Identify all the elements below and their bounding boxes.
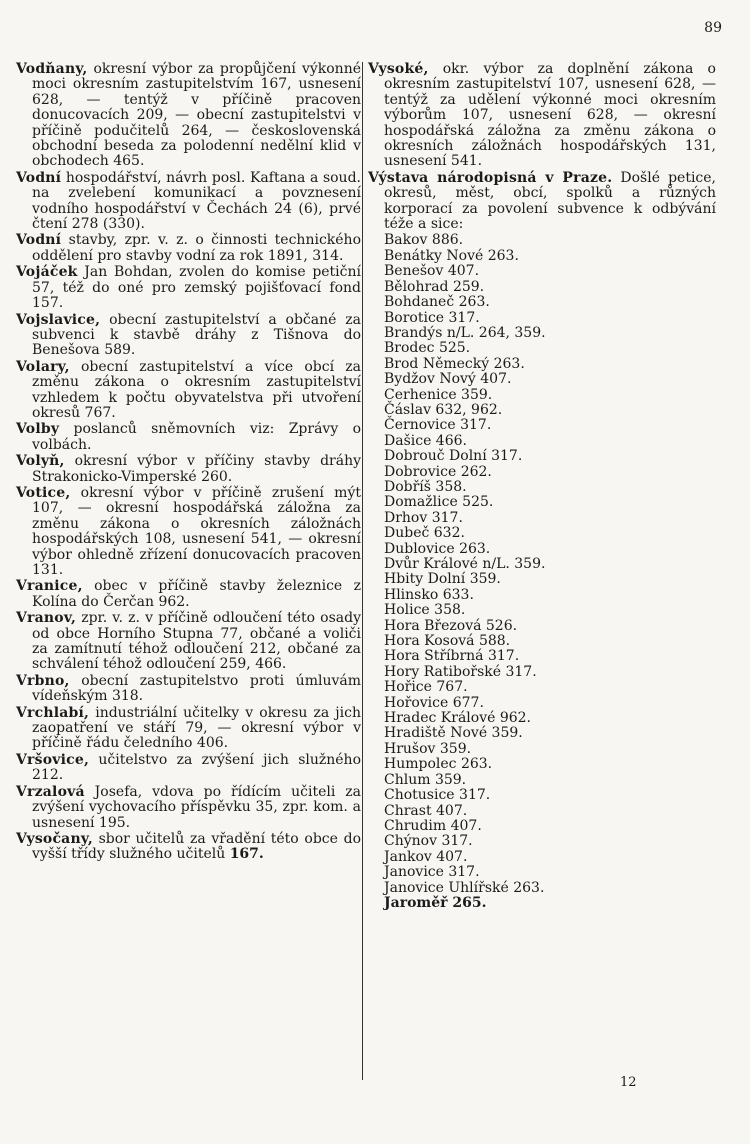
place-item: Hora Kosová 588. xyxy=(384,633,511,650)
entry-text: poslanců sněmovních viz: Zprávy o volbách. xyxy=(32,421,361,453)
entry-heading: Vršovice, xyxy=(16,751,90,768)
entry-text: stavby, zpr. v. z. o činnosti technického oddělení pro stavby vodní za rok 1891, 314. xyxy=(32,232,361,264)
place-item: Černovice 317. xyxy=(384,417,492,434)
entry-heading: Vojslavice, xyxy=(16,311,101,328)
index-entry xyxy=(16,706,361,752)
entry-text: Došlé petice, okresů, měst, obcí, spolků a různých korporací za povolení subvence k odbývání téže a sice: xyxy=(384,169,716,233)
entry-text: hospodářství, návrh posl. Kaftana a soud. na zvelebení komunikací a povznesení vodního hospodářství v Čechách 24 (6), prvé čtení 278 (330). xyxy=(32,169,361,233)
place-item: Hora Březová 526. xyxy=(384,617,518,634)
entry-tail: 167. xyxy=(229,846,264,863)
entry-heading: Vodňany, xyxy=(16,61,88,77)
entry-heading: Vranov, xyxy=(16,610,77,627)
place-item: Hrušov 359. xyxy=(384,740,472,757)
place-item: Hradiště Nové 359. xyxy=(384,725,523,742)
place-item: Dobrouč Dolní 317. xyxy=(384,448,523,465)
place-item: Brod Německý 263. xyxy=(384,355,525,372)
place-item: Bydžov Nový 407. xyxy=(384,371,512,388)
entry-text: okr. výbor za doplnění zákona o okresním zastupitelství 107, usnesení 628, — tentýž za udělení výkonné moci okresním výborům 107, usnesení 628, — okresní hospodářská záložna za změnu zákona o okresních záložnách hospodářských 131, usnesení 541. xyxy=(384,61,716,170)
entry-heading: Vysočany, xyxy=(16,830,93,847)
entry-text: okresní výbor v příčiny stavby dráhy Strakonicko-Vimperské 260. xyxy=(32,453,361,485)
place-item: Čáslav 632, 962. xyxy=(384,401,503,418)
entry-text: obecní zastupitelství a občané za subvenci k stavbě dráhy z Tišnova do Benešova 589. xyxy=(32,311,361,359)
entry-text: sbor učitelů za vřadění této obce do vyšší třídy služného učitelů xyxy=(32,830,361,863)
place-item: Janovice Uhlířské 263. xyxy=(384,879,545,896)
column-divider xyxy=(362,62,363,1080)
place-item: Chýnov 317. xyxy=(384,833,473,850)
place-item: Bohdaneč 263. xyxy=(384,294,490,311)
index-entry xyxy=(368,171,716,233)
place-item: Brodec 525. xyxy=(384,340,471,357)
place-item: Janovice 317. xyxy=(384,864,480,881)
place-item: Bakov 886. xyxy=(384,232,464,249)
place-item: Dublovice 263. xyxy=(384,540,491,557)
place-item: Dvůr Králové n/L. 359. xyxy=(384,556,546,572)
index-entry xyxy=(16,360,361,422)
place-item: Humpolec 263. xyxy=(384,756,493,773)
entry-heading: Volyň, xyxy=(16,453,65,470)
place-item: Borotice 317. xyxy=(384,309,480,326)
left-column xyxy=(16,62,361,864)
place-item: Dobříš 358. xyxy=(384,478,467,495)
place-item: Holice 358. xyxy=(384,602,466,619)
index-entry xyxy=(16,454,361,485)
entry-text: industriální učitelky v okresu za jich zaopatření ve stáří 79, — okresní výbor v příčině řádu čeledního 406. xyxy=(32,704,361,752)
entry-heading: Vrbno, xyxy=(16,672,70,689)
entry-heading: Vysoké, xyxy=(368,61,429,77)
index-entry xyxy=(16,171,361,233)
place-item: Hořice 767. xyxy=(384,679,468,696)
entry-text: Josefa, vdova po řídícím učiteli za zvýšení vychovacího příspěvku 35, zpr. kom. a usnesení 195. xyxy=(32,783,361,831)
right-column xyxy=(368,62,716,911)
entry-text: obecní zastupitelství a více obcí za změnu zákona o okresním zastupitelství vzhledem k počtu obyvatelstva při utvoření okresů 767. xyxy=(32,358,361,421)
place-item: Hlinsko 633. xyxy=(384,586,474,603)
entry-heading: Vrzalová xyxy=(16,783,85,800)
place-item: Cerhenice 359. xyxy=(384,386,493,403)
entry-text: učitelstvo za zvýšení jich služného 212. xyxy=(32,751,361,784)
place-item: Hradec Králové 962. xyxy=(384,710,532,727)
entry-text: okresní výbor v příčině zrušení mýt 107, — okresní hospodářská záložna za změnu zákona o okresních záložnách hospodářských 108, usnesení 541, — okresní výbor ohledně zřízení donucovacích pracoven 131. xyxy=(32,484,361,578)
entry-text: okresní výbor za propůjčení výkonné moci okresním zastupitelstvím 167, usnesení 628, — tentýž v příčině pracoven donucovacích 209, — obecní zastupitelstvi v příčině podučitelů 264, — československá obchodní beseda za polodenní nedělní klid v obchodech 465. xyxy=(32,61,361,170)
place-item: Drhov 317. xyxy=(384,509,463,526)
index-entry xyxy=(16,785,361,831)
index-entry xyxy=(16,62,361,170)
entry-heading: Vranice, xyxy=(16,578,83,595)
entry-heading: Volby xyxy=(16,421,60,438)
index-entry xyxy=(16,486,361,578)
index-entry xyxy=(16,313,361,359)
place-item: Hbity Dolní 359. xyxy=(384,571,501,588)
entry-heading: Vrchlabí, xyxy=(16,704,90,721)
place-item: Chrudim 407. xyxy=(384,817,482,834)
entry-heading: Výstava národopisná v Praze. xyxy=(368,169,613,186)
place-item: Benešov 407. xyxy=(384,263,480,280)
index-entry xyxy=(368,62,716,170)
place-item: Jaroměř 265. xyxy=(384,894,487,911)
entry-text: obecní zastupitelstvo proti úmluvám vídeňským 318. xyxy=(32,672,361,705)
place-item: Chotusice 317. xyxy=(384,787,491,804)
place-item: Chlum 359. xyxy=(384,771,467,788)
entry-heading: Vodní xyxy=(16,232,62,249)
entry-text: obec v příčině stavby železnice z Kolína do Čerčan 962. xyxy=(32,578,361,610)
place-item: Bělohrad 259. xyxy=(384,278,485,295)
index-entry xyxy=(16,233,361,264)
places-list xyxy=(368,233,716,911)
place-item: Hory Ratibořské 317. xyxy=(384,663,537,680)
place-item: Jankov 407. xyxy=(384,848,468,865)
place-item: Domažlice 525. xyxy=(384,494,494,511)
index-entry xyxy=(16,265,361,311)
place-item: Brandýs n/L. 264, 359. xyxy=(384,324,546,341)
entry-text: zpr. v. z. v příčině odloučení této osady od obce Horního Stupna 77, občané a voliči za zamítnutí téhož odloučení 212, občané za schválení téhož odloučení 259, 466. xyxy=(32,610,361,673)
index-entry xyxy=(16,611,361,673)
place-item: Dašice 466. xyxy=(384,432,467,449)
index-entry xyxy=(16,422,361,453)
index-entry xyxy=(16,753,361,784)
index-entry xyxy=(16,674,361,705)
place-item: Hořovice 677. xyxy=(384,694,484,711)
page-number: 89 xyxy=(704,20,722,36)
entry-heading: Vodní xyxy=(16,169,62,186)
index-entry xyxy=(16,579,361,610)
place-item: Chrast 407. xyxy=(384,802,468,819)
entry-heading: Volary, xyxy=(16,358,70,375)
index-entry xyxy=(16,832,361,863)
signature-mark: 12 xyxy=(620,1075,637,1090)
place-item: Dubeč 632. xyxy=(384,525,465,542)
entry-heading: Vojáček xyxy=(16,264,78,281)
entry-text: Jan Bohdan, zvolen do komise petiční 57, též do oné pro zemský pojišťovací fond 157. xyxy=(32,264,361,312)
entry-heading: Votice, xyxy=(16,484,71,501)
place-item: Hora Stříbrná 317. xyxy=(384,648,520,665)
place-item: Benátky Nové 263. xyxy=(384,247,519,264)
place-item: Dobrovice 262. xyxy=(384,463,492,480)
